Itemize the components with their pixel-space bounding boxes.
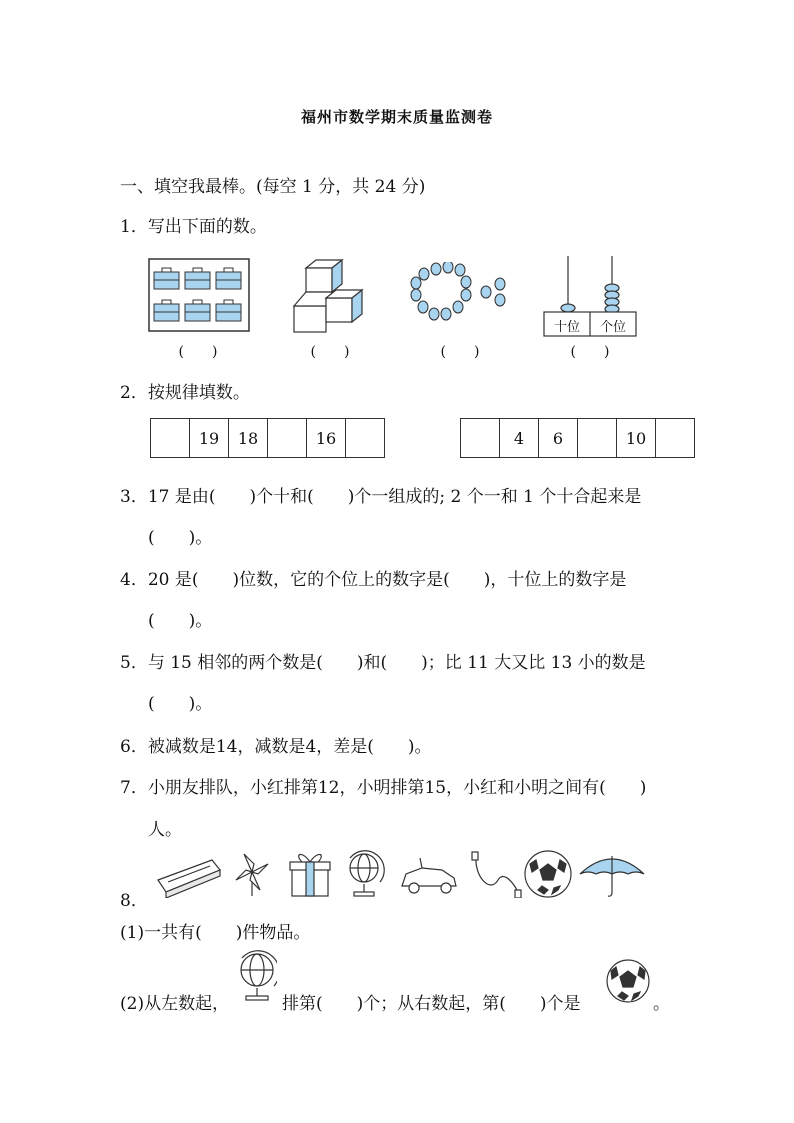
sequence-cell: 16 [307, 419, 346, 458]
question-5-line-1: 5．与 15 相邻的两个数是( )和( )；比 11 大又比 13 小的数是 [120, 653, 646, 673]
abacus-label-tens: 十位 [553, 320, 580, 335]
question-8-sub-2-middle: 排第( )个；从右数起，第( )个是 [282, 994, 581, 1014]
briefcase-icon [216, 268, 241, 289]
sequence-row-1 [150, 418, 385, 458]
sequence-cell: 6 [539, 419, 578, 458]
soccer-ball-icon [605, 958, 651, 1004]
question-7-line-1: 7．小朋友排队，小红排第12，小明排第15，小红和小明之间有( ) [120, 778, 647, 798]
briefcase-icon [216, 300, 241, 321]
objects-row [154, 850, 654, 898]
question-8-sub-1: (1)一共有( )件物品。 [120, 923, 311, 943]
question-2-text: 2．按规律填数。 [120, 383, 250, 403]
question-8-sub-2-start: (2)从左数起， [120, 994, 230, 1014]
sequence-row-2 [460, 418, 695, 458]
sequence-cell[interactable] [151, 419, 190, 458]
question-4-line-1: 4．20 是( )位数，它的个位上的数字是( )，十位上的数字是 [120, 570, 627, 590]
briefcase-icon [185, 300, 210, 321]
briefcases-picture [148, 258, 250, 332]
toy-car-icon [402, 858, 456, 893]
gift-box-icon [290, 854, 330, 896]
answer-blank[interactable]: ( ) [310, 344, 350, 360]
cubes-picture [290, 258, 370, 334]
sequence-cell: 19 [190, 419, 229, 458]
sequence-cell[interactable] [268, 419, 307, 458]
sequence-cell: 4 [500, 419, 539, 458]
briefcase-icon [185, 268, 210, 289]
section-heading: 一、填空我最棒。(每空 1 分，共 24 分) [120, 177, 426, 197]
question-3-line-2: ( )。 [148, 528, 213, 548]
question-3-line-1: 3．17 是由( )个十和( )个一组成的; 2 个一和 1 个十合起来是 [120, 487, 642, 507]
globe-icon [350, 851, 384, 896]
pinwheel-icon [236, 854, 268, 896]
soccer-ball-icon [525, 851, 571, 897]
sequence-cell[interactable] [346, 419, 385, 458]
umbrella-icon [580, 856, 644, 896]
sequence-cell[interactable] [656, 419, 695, 458]
question-7-line-2: 人。 [148, 820, 182, 840]
question-5-line-2: ( )。 [148, 694, 213, 714]
abacus-label-ones: 个位 [599, 320, 626, 335]
answer-blank[interactable]: ( ) [440, 344, 480, 360]
jump-rope-icon [472, 852, 521, 898]
briefcase-icon [154, 268, 179, 289]
question-4-line-2: ( )。 [148, 611, 213, 631]
globe-icon [237, 950, 277, 1002]
sequence-cell[interactable] [578, 419, 617, 458]
answer-blank[interactable]: ( ) [178, 344, 218, 360]
beads-picture [408, 262, 508, 328]
answer-blank[interactable]: ( ) [570, 344, 610, 360]
sequence-cell[interactable] [461, 419, 500, 458]
question-8-number: 8． [120, 891, 148, 911]
sequence-cell: 18 [229, 419, 268, 458]
question-8-sub-2-end: 。 [653, 994, 670, 1014]
briefcase-icon [154, 300, 179, 321]
sequence-cell: 10 [617, 419, 656, 458]
page-title: 福州市数学期末质量监测卷 [300, 108, 493, 126]
question-1-text: 1．写出下面的数。 [120, 217, 267, 237]
question-6-line-1: 6．被减数是14，减数是4，差是( )。 [120, 737, 432, 757]
pencil-case-icon [158, 860, 220, 898]
